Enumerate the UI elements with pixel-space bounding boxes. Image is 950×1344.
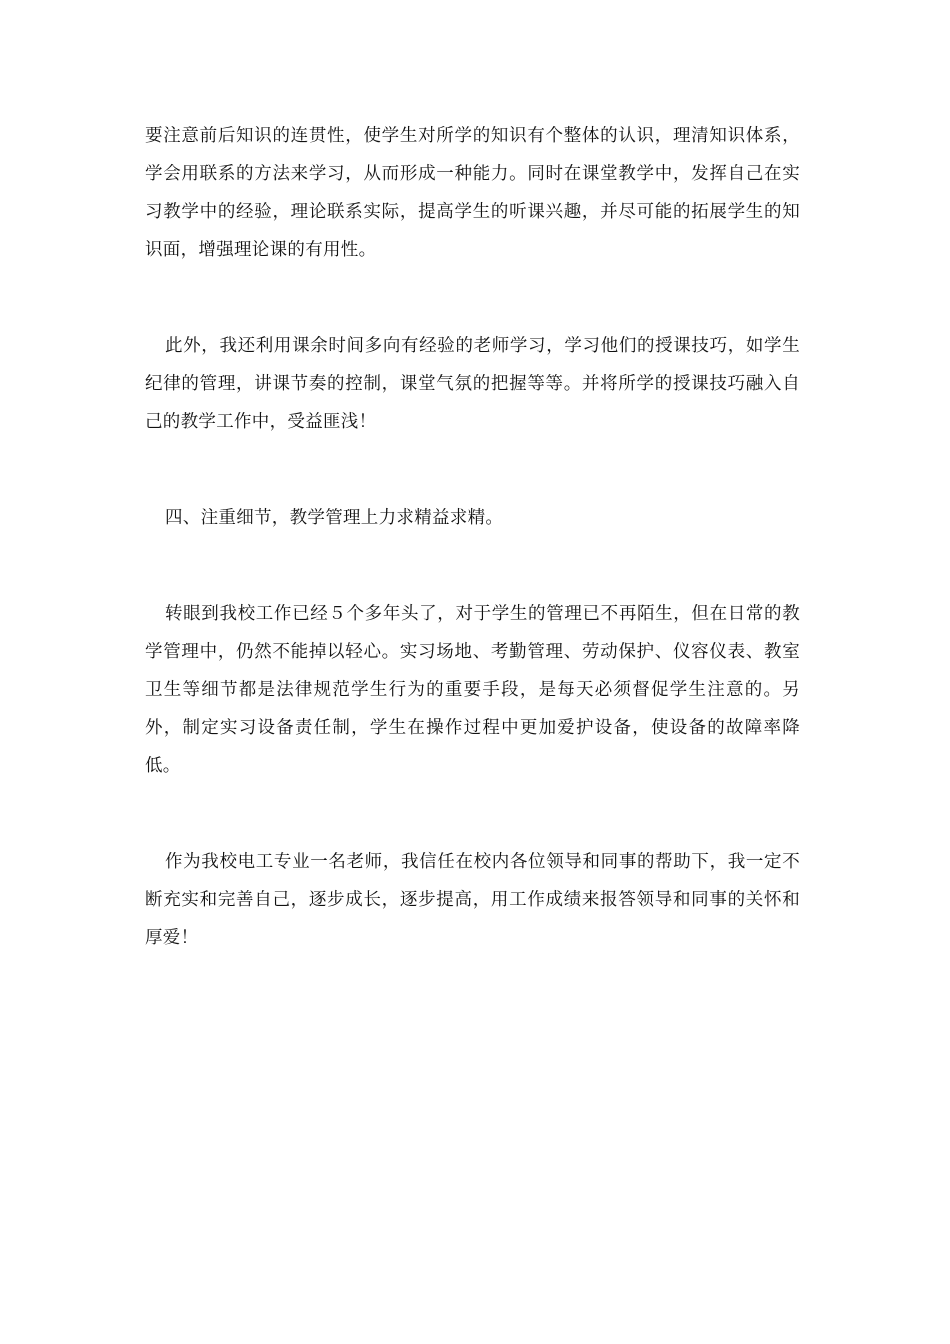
section-heading-details: 四、注重细节，教学管理上力求精益求精。 — [165, 508, 504, 528]
paragraph-spacer — [145, 441, 800, 499]
paragraph-learning-from-teachers: 此外，我还利用课余时间多向有经验的老师学习，学习他们的授课技巧，如学生纪律的管理，讲课节奏的控制，课堂气氛的把握等等。并将所学的授课技巧融入自己的教学工作中，受益匪浅！ — [145, 336, 800, 432]
paragraph-spacer — [145, 269, 800, 327]
paragraph-student-management: 转眼到我校工作已经５个多年头了，对于学生的管理已不再陌生，但在日常的教学管理中，仍然不能掉以轻心。实习场地、考勤管理、劳动保护、仪容仪表、教室卫生等细节都是法律规范学生行为的重要手段，是每天必须督促学生注意的。另外，制定实习设备责任制，学生在操作过程中更加爱护设备，使设备的故障率降低。 — [145, 604, 800, 776]
paragraph-knowledge-continuity: 要注意前后知识的连贯性，使学生对所学的知识有个整体的认识，理清知识体系，学会用联系的方法来学习，从而形成一种能力。同时在课堂教学中，发挥自己在实习教学中的经验，理论联系实际，提高学生的听课兴趣，并尽可能的拓展学生的知识面，增强理论课的有用性。 — [145, 126, 800, 260]
paragraph-closing: 作为我校电工专业一名老师，我信任在校内各位领导和同事的帮助下，我一定不断充实和完善自己，逐步成长，逐步提高，用工作成绩来报答领导和同事的关怀和厚爱！ — [145, 852, 800, 948]
paragraph-spacer — [145, 785, 800, 843]
paragraph-spacer — [145, 537, 800, 595]
document-body — [145, 117, 800, 957]
